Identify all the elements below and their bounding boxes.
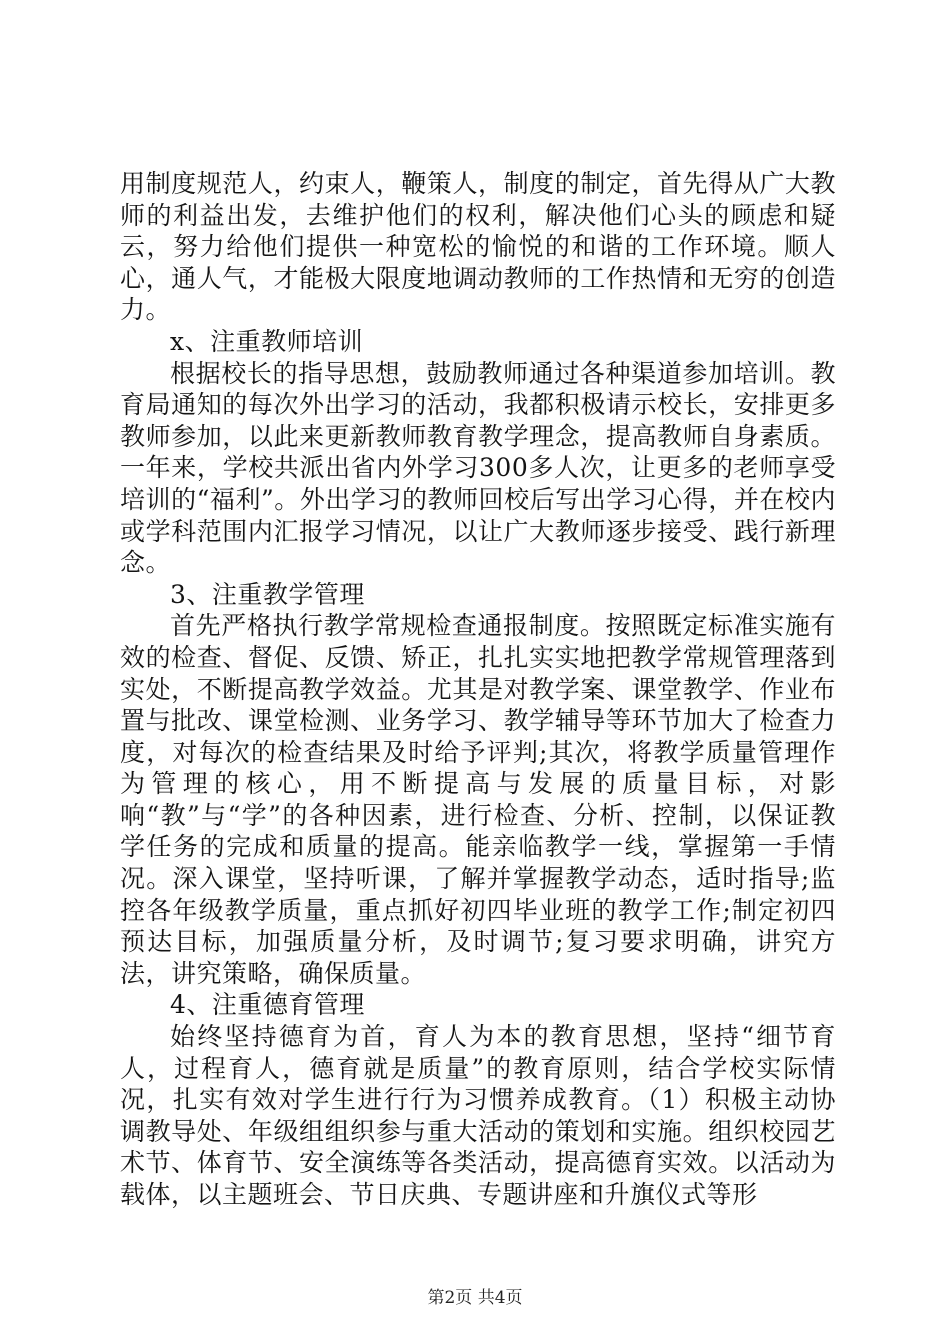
document-body [120,168,836,1211]
paragraph-continued: 用制度规范人，约束人，鞭策人，制度的制定，首先得从广大教师的利益出发，去维护他们的权利，解决他们心头的顾虑和疑云，努力给他们提供一种宽松的愉悦的和谐的工作环境。顺人心，通人气，才能极大限度地调动教师的工作热情和无穷的创造力。 [120,169,836,325]
paragraph-teaching-management: 首先严格执行教学常规检查通报制度。按照既定标准实施有效的检查、督促、反馈、矫正，扎扎实实地把教学常规管理落到实处，不断提高教学效益。尤其是对教学案、课堂教学、作业布置与批改、课堂检测、业务学习、教学辅导等环节加大了检查力度，对每次的检查结果及时给予评判;其次，将教学质量管理作为管理的核心，用不断提高与发展的质量目标，对影响“教”与“学”的各种因素，进行检查、分析、控制，以保证教学任务的完成和质量的提高。能亲临教学一线，掌握第一手情况。深入课堂，坚持听课，了解并掌握教学动态，适时指导;监控各年级教学质量，重点抓好初四毕业班的教学工作;制定初四预达目标，加强质量分析，及时调节;复习要求明确，讲究方法，讲究策略，确保质量。 [120,611,836,988]
section-heading-moral-education: 4、注重德育管理 [170,990,365,1020]
paragraph-moral-education: 始终坚持德育为首，育人为本的教育思想，坚持“细节育人，过程育人，德育就是质量”的教育原则，结合学校实际情况，扎实有效对学生进行行为习惯养成教育。（1）积极主动协调教导处、年级组组织参与重大活动的策划和实施。组织校园艺术节、体育节、安全演练等各类活动，提高德育实效。以活动为载体，以主题班会、节日庆典、专题讲座和升旗仪式等形 [120,1022,836,1209]
paragraph-teacher-training: 根据校长的指导思想，鼓励教师通过各种渠道参加培训。教育局通知的每次外出学习的活动，我都积极请示校长，安排更多教师参加，以此来更新教师教育教学理念，提高教师自身素质。一年来，学校共派出省内外学习300多人次，让更多的老师享受培训的“福利”。外出学习的教师回校后写出学习心得，并在校内或学科范围内汇报学习情况，以让广大教师逐步接受、践行新理念。 [120,358,836,578]
section-heading-teacher-training: x、注重教师培训 [170,326,364,356]
section-heading-teaching-management: 3、注重教学管理 [170,579,365,609]
page-number-footer: 第2页 共4页 [427,1288,523,1308]
